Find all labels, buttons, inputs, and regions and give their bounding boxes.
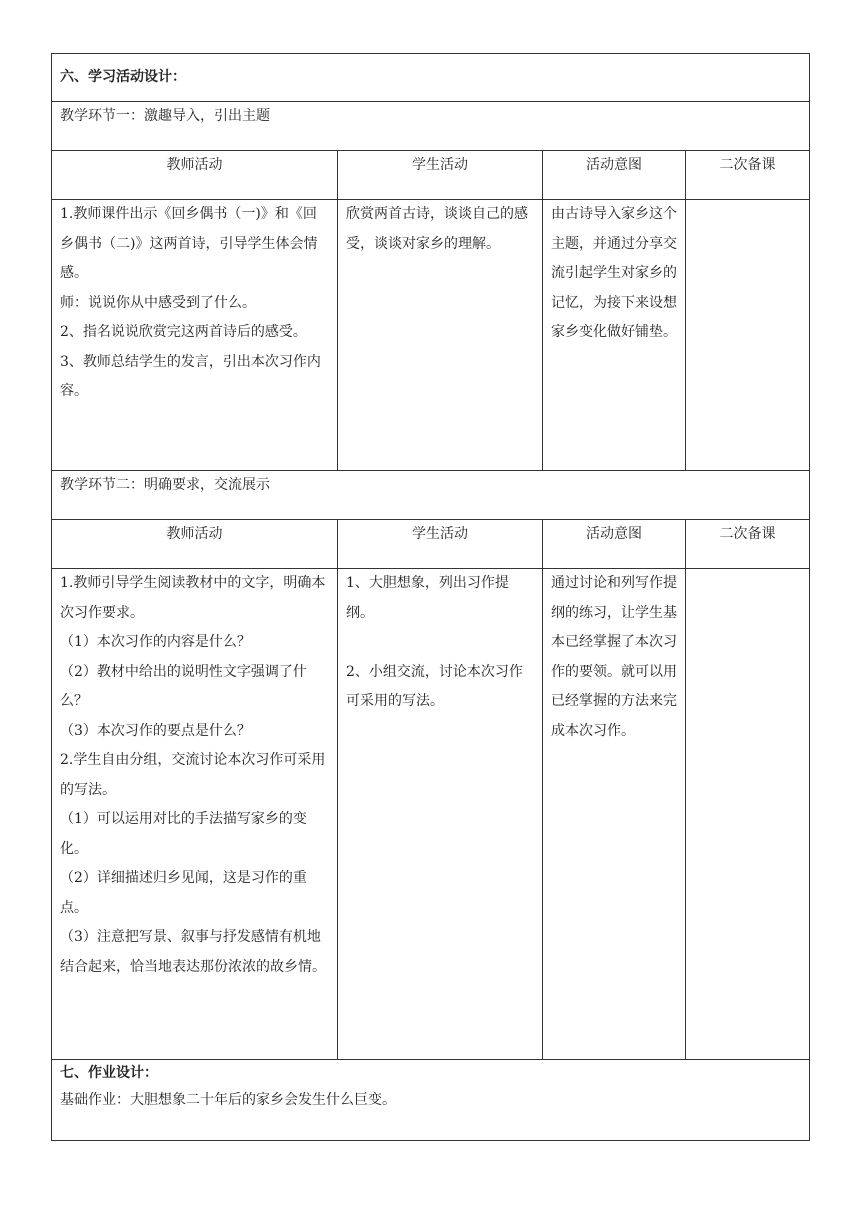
stage1-header-row (52, 151, 810, 200)
list-item: 1.教师课件出示《回乡偶书（一)》和《回乡偶书（二)》这两首诗，引导学生体会情感。 (60, 206, 318, 281)
list-item: （3）本次习作的要点是什么？ (60, 722, 251, 739)
stage1-teacher-cell (52, 200, 338, 471)
list-item: （3）注意把写景、叙事与抒发感情有机地结合起来，恰当地表达那份浓浓的故乡情。 (60, 929, 326, 975)
stage1-second-cell (686, 200, 810, 471)
section6-title: 六、学习活动设计： (52, 54, 810, 102)
list-item: 2、指名说说欣赏完这两首诗后的感受。 (60, 324, 307, 340)
list-item: （1）可以运用对比的手法描写家乡的变化。 (60, 811, 307, 857)
list-item: 2、小组交流，讨论本次习作可采用的写法。 (346, 663, 523, 709)
list-item: 欣赏两首古诗，谈谈自己的感受，谈谈对家乡的理解。 (346, 206, 528, 252)
section7-title: 七、作业设计： (60, 1065, 158, 1081)
list-item: （1）本次习作的内容是什么？ (60, 634, 251, 650)
stage1-body-row (52, 200, 810, 471)
list-item: （2）详细描述归乡见闻，这是习作的重点。 (60, 870, 307, 916)
list-item: （2）教材中给出的说明性文字强调了什么？ (60, 663, 307, 709)
stage2-title: 教学环节二：明确要求，交流展示 (52, 471, 810, 520)
stage2-header-row (52, 520, 810, 569)
stage2-intent-cell: 通过讨论和列写作提纲的练习，让学生基本已经掌握了本次习作的要领。就可以用已经掌握的方法来完成本次习作。 (543, 569, 686, 1060)
list-item: 3、教师总结学生的发言，引出本次习作内容。 (60, 353, 321, 399)
stage1-student-cell (338, 200, 543, 471)
stage1-intent-cell: 由古诗导入家乡这个主题，并通过分享交流引起学生对家乡的记忆，为接下来设想家乡变化做好铺垫。 (543, 200, 686, 471)
homework-section (52, 1060, 810, 1141)
header-second: 二次备课 (686, 520, 810, 569)
stage2-teacher-cell (52, 569, 338, 1060)
stage1-title: 教学环节一：激趣导入，引出主题 (52, 102, 810, 151)
stage2-body-row (52, 569, 810, 1060)
stage2-second-cell (686, 569, 810, 1060)
stage2-student-cell (338, 569, 543, 1060)
header-teacher: 教师活动 (52, 520, 338, 569)
homework-text: 基础作业：大胆想象二十年后的家乡会发生什么巨变。 (60, 1092, 396, 1108)
header-second: 二次备课 (686, 151, 810, 200)
list-item: 师：说说你从中感受到了什么。 (60, 294, 256, 311)
header-intent: 活动意图 (543, 520, 686, 569)
header-student: 学生活动 (338, 151, 543, 200)
list-item: 2.学生自由分组，交流讨论本次习作可采用的写法。 (60, 752, 326, 798)
header-student: 学生活动 (338, 520, 543, 569)
list-item: 1.教师引导学生阅读教材中的文字，明确本次习作要求。 (60, 575, 326, 621)
header-teacher: 教师活动 (52, 151, 338, 200)
header-intent: 活动意图 (543, 151, 686, 200)
list-item: 1、大胆想象，列出习作提纲。 (346, 575, 509, 621)
lesson-plan-table (51, 53, 810, 1141)
